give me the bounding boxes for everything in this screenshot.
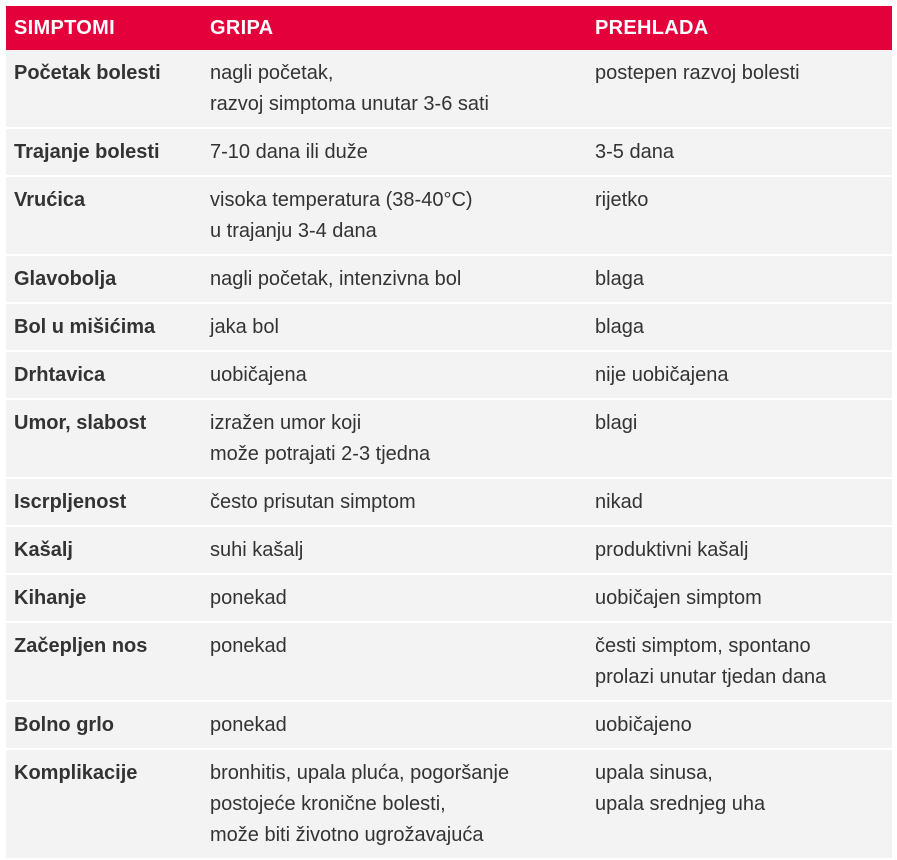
symptom-cell: Kašalj [6, 526, 202, 574]
table-row [6, 622, 892, 701]
comparison-table-container [6, 6, 892, 860]
flu-cell: jaka bol [202, 303, 587, 351]
symptom-cell: Drhtavica [6, 351, 202, 399]
symptom-cell: Kihanje [6, 574, 202, 622]
flu-cell: bronhitis, upala pluća, pogoršanje postojeće kronične bolesti, može biti životno ugrožavajuća [202, 749, 587, 859]
table-row [6, 701, 892, 749]
table-row [6, 303, 892, 351]
cold-cell: česti simptom, spontano prolazi unutar tjedan dana [587, 622, 892, 701]
cold-cell: postepen razvoj bolesti [587, 50, 892, 128]
flu-cell: često prisutan simptom [202, 478, 587, 526]
symptom-cell: Začepljen nos [6, 622, 202, 701]
symptom-cell: Umor, slabost [6, 399, 202, 478]
flu-cell: ponekad [202, 574, 587, 622]
flu-cell: ponekad [202, 701, 587, 749]
table-header [6, 6, 892, 50]
flu-cell: uobičajena [202, 351, 587, 399]
cold-cell: blaga [587, 255, 892, 303]
table-row [6, 574, 892, 622]
table-body [6, 50, 892, 859]
flu-cell: izražen umor koji može potrajati 2-3 tjedna [202, 399, 587, 478]
flu-cell: visoka temperatura (38-40°C) u trajanju 3-4 dana [202, 176, 587, 255]
header-symptoms: SIMPTOMI [6, 6, 202, 50]
header-flu: GRIPA [202, 6, 587, 50]
table-row [6, 255, 892, 303]
table-row [6, 176, 892, 255]
cold-cell: blaga [587, 303, 892, 351]
flu-cell: suhi kašalj [202, 526, 587, 574]
table-row [6, 351, 892, 399]
header-row [6, 6, 892, 50]
cold-cell: produktivni kašalj [587, 526, 892, 574]
symptom-cell: Vrućica [6, 176, 202, 255]
cold-cell: uobičajen simptom [587, 574, 892, 622]
cold-cell: uobičajeno [587, 701, 892, 749]
symptom-cell: Komplikacije [6, 749, 202, 859]
symptom-cell: Bol u mišićima [6, 303, 202, 351]
symptom-cell: Trajanje bolesti [6, 128, 202, 176]
table-row [6, 128, 892, 176]
cold-cell: blagi [587, 399, 892, 478]
table-row [6, 478, 892, 526]
flu-vs-cold-table [6, 6, 892, 860]
cold-cell: nije uobičajena [587, 351, 892, 399]
flu-cell: ponekad [202, 622, 587, 701]
header-cold: PREHLADA [587, 6, 892, 50]
cold-cell: nikad [587, 478, 892, 526]
flu-cell: nagli početak, razvoj simptoma unutar 3-6 sati [202, 50, 587, 128]
cold-cell: rijetko [587, 176, 892, 255]
cold-cell: upala sinusa, upala srednjeg uha [587, 749, 892, 859]
symptom-cell: Bolno grlo [6, 701, 202, 749]
table-row [6, 749, 892, 859]
table-row [6, 399, 892, 478]
flu-cell: nagli početak, intenzivna bol [202, 255, 587, 303]
symptom-cell: Početak bolesti [6, 50, 202, 128]
cold-cell: 3-5 dana [587, 128, 892, 176]
symptom-cell: Glavobolja [6, 255, 202, 303]
table-row [6, 526, 892, 574]
table-row [6, 50, 892, 128]
flu-cell: 7-10 dana ili duže [202, 128, 587, 176]
symptom-cell: Iscrpljenost [6, 478, 202, 526]
